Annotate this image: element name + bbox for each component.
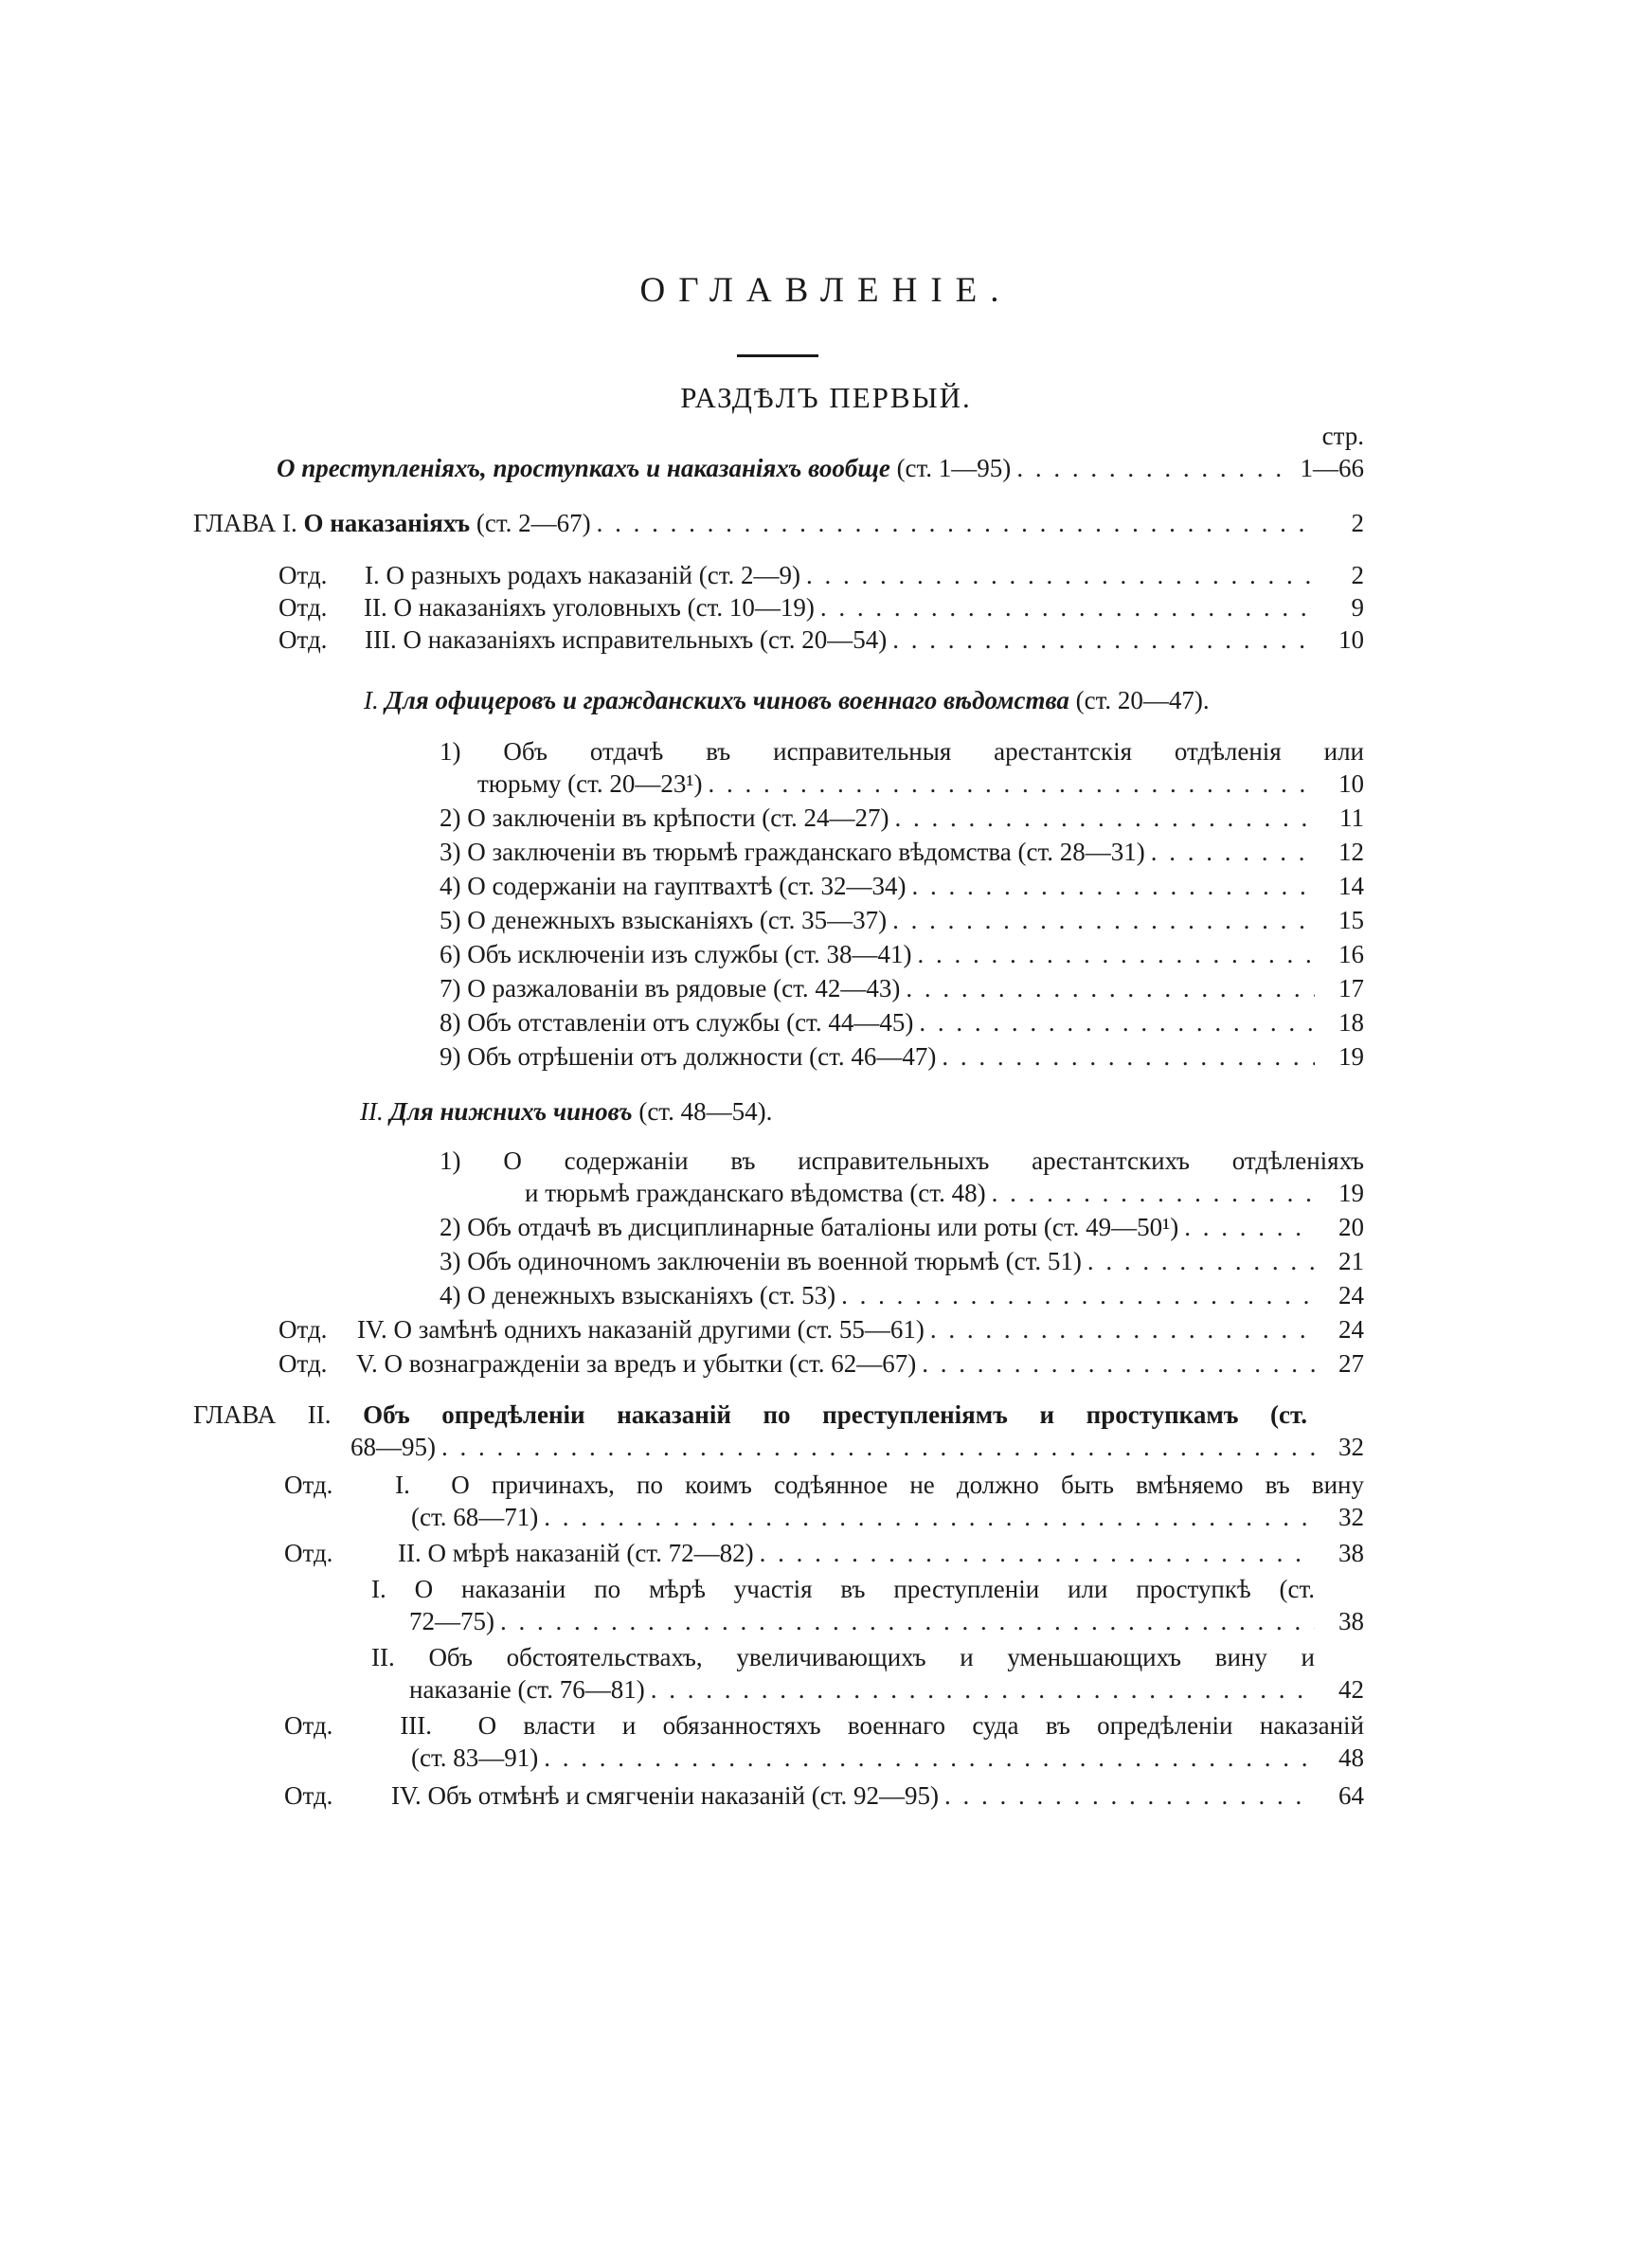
page-number: 10	[1338, 769, 1364, 798]
leader-dots	[754, 1537, 1315, 1569]
toc-item-2-2: 2) Объ отдачѣ въ дисциплинарные баталіоны или роты (ст. 49—50¹) . . . 20	[440, 1211, 1364, 1243]
toc-entry-chapter-1	[193, 507, 1364, 539]
leader-dots	[887, 904, 1315, 936]
leader-dots	[936, 1040, 1315, 1073]
chapter-label: ГЛАВА II.	[193, 1400, 332, 1429]
toc-item-1-2: 2) О заключеніи въ крѣпости (ст. 24—27) . . . 11	[440, 802, 1364, 834]
chapter-title: Объ опредѣленіи наказаній по преступленіямъ и проступкамъ (ст.	[363, 1400, 1308, 1429]
leader-dots	[939, 1779, 1315, 1812]
page-title: ОГЛАВЛЕНІЕ.	[639, 271, 1013, 310]
page-number: 48	[1338, 1743, 1364, 1772]
toc-entry-ch2-otd-4: Отд. IV. Объ отмѣнѣ и смягченіи наказаній (ст. 92—95) . . . 64	[284, 1779, 1364, 1812]
leader-dots	[436, 1431, 1315, 1463]
leader-dots	[887, 623, 1315, 656]
intro-title: О преступленіяхъ, проступкахъ и наказаніяхъ вообще	[277, 454, 890, 482]
toc-entry-otd-5: Отд. V. О вознагражденіи за вредъ и убытки (ст. 62—67) . . . 27	[278, 1347, 1364, 1380]
toc-item-2-3: 3) Объ одиночномъ заключеніи въ военной тюрьмѣ (ст. 51) . . . 21	[440, 1245, 1364, 1277]
leader-dots	[1011, 452, 1292, 484]
leader-dots	[986, 1177, 1315, 1209]
toc-entry-ch2-otd-2: Отд. II. О мѣрѣ наказаній (ст. 72—82) . . . 38	[284, 1537, 1364, 1569]
page-number: 38	[1338, 1607, 1364, 1635]
leader-dots	[538, 1742, 1315, 1774]
title-divider	[737, 354, 818, 357]
page-number: 19	[1338, 1179, 1364, 1207]
toc-entry-ch2-otd-3: Отд. III. О власти и обязанностяхъ военнаго суда въ опредѣленіи наказаній (ст. 83—91) . . . 48	[284, 1709, 1364, 1774]
toc-item-1-9: 9) Объ отрѣшеніи отъ должности (ст. 46—47) . . . 19	[440, 1040, 1364, 1073]
toc-entry-otd-3: Отд. III. О наказаніяхъ исправительныхъ (ст. 20—54) . . . 10	[278, 623, 1364, 656]
toc-item-1-8: 8) Объ отставленіи отъ службы (ст. 44—45) . . . 18	[440, 1006, 1364, 1038]
page-number: 18	[1338, 1008, 1364, 1037]
leader-dots	[1145, 836, 1315, 868]
toc-item-1-5: 5) О денежныхъ взысканіяхъ (ст. 35—37) . . . 15	[440, 904, 1364, 936]
toc-item-1-4: 4) О содержаніи на гауптвахтѣ (ст. 32—34) . . . 14	[440, 870, 1364, 902]
page-number: 32	[1338, 1433, 1364, 1461]
page-number: 17	[1338, 974, 1364, 1002]
intro-range: (ст. 1—95)	[896, 454, 1012, 482]
page-number: 24	[1338, 1315, 1364, 1344]
toc-entry-otd-2: Отд. II. О наказаніяхъ уголовныхъ (ст. 10—19) . . . 9	[278, 591, 1364, 623]
page-number: 2	[1351, 561, 1364, 589]
page-number: 2	[1351, 509, 1364, 537]
leader-dots	[494, 1605, 1315, 1637]
leader-dots	[906, 870, 1315, 902]
section-heading: РАЗДѢЛЪ ПЕРВЫЙ.	[680, 381, 972, 414]
page-number: 21	[1338, 1247, 1364, 1275]
page-number: 12	[1338, 838, 1364, 866]
toc-item-1-7: 7) О разжалованіи въ рядовые (ст. 42—43) . . . 17	[440, 972, 1364, 1004]
leader-dots	[925, 1313, 1315, 1345]
leader-dots	[900, 972, 1315, 1004]
toc-item-1-3: 3) О заключеніи въ тюрьмѣ гражданскаго вѣдомства (ст. 28—31) . . . 12	[440, 836, 1364, 868]
page-number: 15	[1338, 906, 1364, 934]
toc-item-1-6: 6) Объ исключеніи изъ службы (ст. 38—41) . . . 16	[440, 938, 1364, 970]
page-column-label: стр.	[1321, 422, 1364, 450]
leader-dots	[889, 802, 1316, 834]
leader-dots	[815, 591, 1315, 623]
toc-item-2-4: 4) О денежныхъ взысканіяхъ (ст. 53) . . . 24	[440, 1279, 1364, 1311]
leader-dots	[916, 1347, 1315, 1380]
page-number: 14	[1338, 872, 1364, 900]
page-number: 64	[1338, 1781, 1364, 1810]
toc-entry-otd-4: Отд. IV. О замѣнѣ однихъ наказаній другими (ст. 55—61) . . . 24	[278, 1313, 1364, 1345]
toc-item-ch2-sub-2: II. Объ обстоятельствахъ, увеличивающихъ и уменьшающихъ вину и наказаніе (ст. 76—81) . . . 42	[371, 1641, 1364, 1706]
page-number: 42	[1338, 1675, 1364, 1704]
page-number: 32	[1338, 1503, 1364, 1531]
toc-item-1-1: 1) Объ отдачѣ въ исправительныя арестантскія отдѣленія или тюрьму (ст. 20—23¹) . . . 10	[440, 735, 1364, 800]
leader-dots	[645, 1673, 1315, 1706]
page-number: 20	[1338, 1213, 1364, 1241]
page-number: 38	[1338, 1539, 1364, 1567]
leader-dots	[912, 938, 1315, 970]
toc-entry-chapter-2: ГЛАВА II. Объ опредѣленіи наказаній по преступленіямъ и проступкамъ (ст. 68—95) . . . 32	[193, 1399, 1364, 1463]
toc-entry-otd-1: Отд. I. О разныхъ родахъ наказаній (ст. 2—9) . . . 2	[278, 559, 1364, 591]
page-number: 9	[1351, 593, 1364, 622]
page-number: 10	[1338, 625, 1364, 654]
page-number: 11	[1339, 803, 1364, 832]
toc-item-2-1: 1) О содержаніи въ исправительныхъ арестантскихъ отдѣленіяхъ и тюрьмѣ гражданскаго вѣдомства (ст. 48) . . . 19	[440, 1145, 1364, 1209]
leader-dots	[835, 1279, 1315, 1311]
page-number: 1—66	[1300, 454, 1364, 482]
chapter-title: О наказаніяхъ	[303, 509, 471, 537]
toc-entry-ch2-otd-1: Отд. I. О причинахъ, по коимъ содѣянное не должно быть вмѣняемо въ вину (ст. 68—71) . . . 32	[284, 1469, 1364, 1533]
chapter-label: ГЛАВА I.	[193, 509, 297, 537]
toc-subheading-1: I. Для офицеровъ и гражданскихъ чиновъ военнаго вѣдомства (ст. 20—47).	[364, 686, 1210, 714]
leader-dots	[702, 767, 1315, 800]
leader-dots	[1082, 1245, 1315, 1277]
page-number: 24	[1338, 1281, 1364, 1309]
page-number: 19	[1338, 1042, 1364, 1071]
leader-dots	[1178, 1211, 1315, 1243]
leader-dots	[913, 1006, 1315, 1038]
page-number: 27	[1338, 1349, 1364, 1378]
toc-subheading-2: II. Для нижнихъ чиновъ (ст. 48—54).	[360, 1097, 773, 1126]
leader-dots	[538, 1501, 1315, 1533]
toc-item-ch2-sub-1: I. О наказаніи по мѣрѣ участія въ преступленіи или проступкѣ (ст. 72—75) . . . 38	[371, 1573, 1364, 1637]
leader-dots	[800, 559, 1315, 591]
toc-entry-intro	[277, 452, 1364, 484]
leader-dots	[591, 507, 1315, 539]
page-number: 16	[1338, 940, 1364, 968]
chapter-range: (ст. 2—67)	[476, 509, 591, 537]
